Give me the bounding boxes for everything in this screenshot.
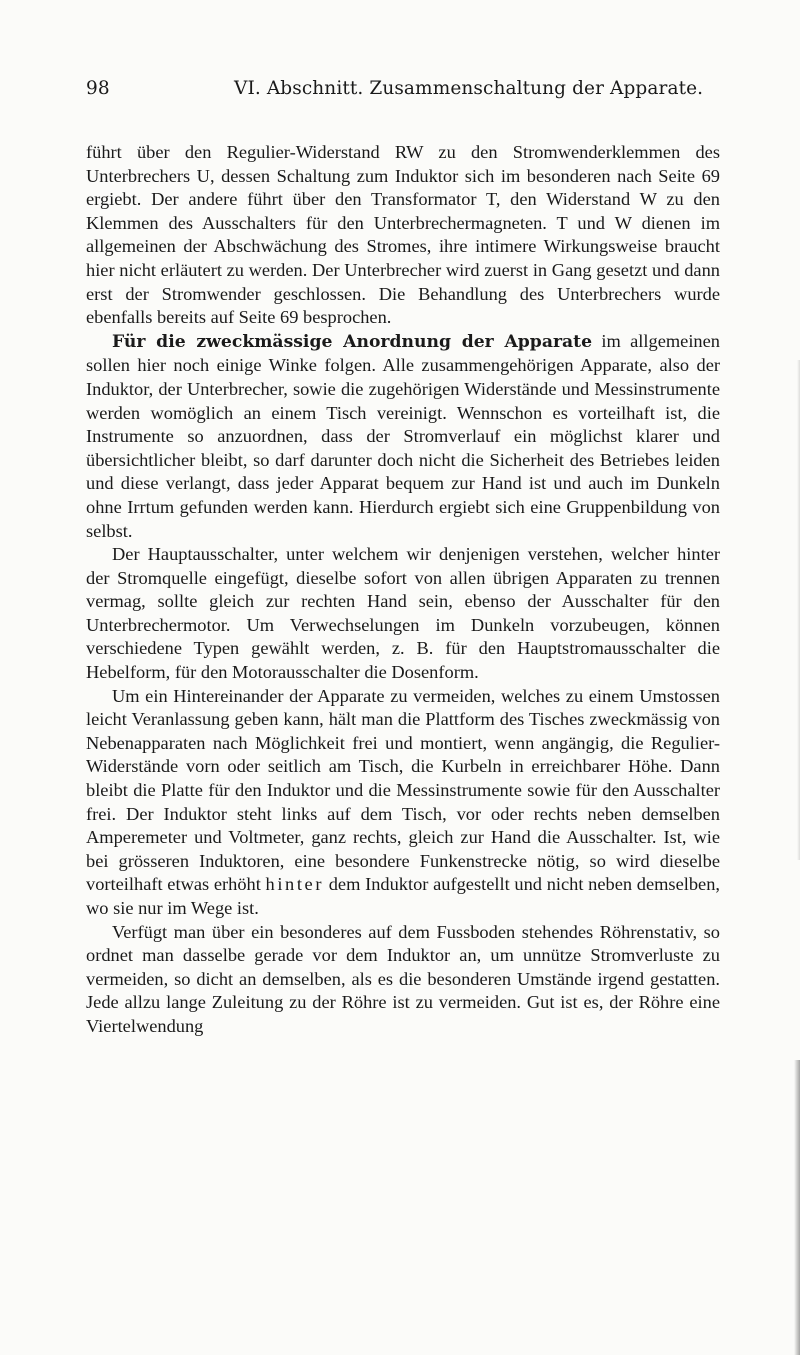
paragraph-5: Verfügt man über ein besonderes auf dem Fussboden stehendes Röhrenstativ, so ordnet man dasselbe gerade vor dem Induktor an, um unnütze Stromverluste zu vermeiden, so dicht an demselben, als es die besonderen Umstände irgend gestatten. Jede allzu lange Zuleitung zu der Röhre ist zu vermeiden. Gut ist es, der Röhre eine Viertelwendung bbox=[86, 921, 720, 1036]
body-text bbox=[86, 141, 720, 1039]
section-heading-bold: Für die zweckmässige Anordnung der Apparate bbox=[112, 331, 593, 352]
spaced-word-hinter: hinter bbox=[265, 874, 325, 895]
page-edge-shadow-lower bbox=[794, 1060, 800, 1355]
paragraph-1: führt über den Regulier-Widerstand RW zu den Stromwenderklemmen des Unterbrechers U, dessen Schaltung zum Induktor sich im besonderen nach Seite 69 ergiebt. Der andere führt über den Transformator T, den Widerstand W zu den Klemmen des Ausschalters für den Unterbrechermagneten. T und W dienen im allgemeinen der Abschwächung des Stromes, ihre intimere Wirkungsweise braucht hier nicht erläutert zu werden. Der Unterbrecher wird zuerst in Gang gesetzt und dann erst der Stromwender geschlossen. Die Behandlung des Unterbrechers wurde ebenfalls bereits auf Seite 69 besprochen. bbox=[86, 142, 720, 328]
paragraph-2-text: im allgemeinen sollen hier noch einige Winke folgen. Alle zusammengehörigen Apparate, also der Induktor, der Unterbrecher, sowie die zugehörigen Widerstände und Messinstrumente werden womöglich an einem Tisch vereinigt. Wennschon es vorteilhaft ist, die Instrumente so anzuordnen, dass der Stromverlauf ein möglichst klarer und übersichtlicher bleibt, so darf darunter doch nicht die Sicherheit des Betriebes leiden und diese verlangt, dass jeder Apparat bequem zur Hand ist und auch im Dunkeln ohne Irrtum gefunden werden kann. Hierdurch ergiebt sich eine Gruppenbildung von selbst. bbox=[86, 330, 720, 541]
paragraph-2 bbox=[86, 330, 720, 543]
running-head bbox=[86, 78, 726, 108]
paragraph-4-text-b: dem Induktor aufgestellt und nicht neben demselben, wo sie nur im Wege ist. bbox=[86, 874, 721, 918]
chapter-title: VI. Abschnitt. Zusammenschaltung der Apparate. bbox=[234, 78, 704, 99]
paragraph-3: Der Hauptausschalter, unter welchem wir denjenigen verstehen, welcher hinter der Stromquelle eingefügt, dieselbe sofort von allen übrigen Apparaten zu trennen vermag, sollte gleich zur rechten Hand sein, ebenso der Ausschalter für den Unterbrechermotor. Um Verwechselungen im Dunkeln vorzubeugen, können verschiedene Typen gewählt werden, z. B. für den Hauptstromausschalter die Hebelform, für den Motorausschalter die Dosenform. bbox=[86, 544, 720, 683]
paragraph-4 bbox=[86, 685, 720, 921]
page-number: 98 bbox=[86, 78, 110, 99]
paragraph-4-text-a: Um ein Hintereinander der Apparate zu vermeiden, welches zu einem Umstossen leicht Veranlassung geben kann, hält man die Plattform des Tisches zweckmässig von Nebenapparaten nach Möglichkeit frei und montiert, wenn angängig, die Regulier-Widerstände vorn oder seitlich am Tisch, die Kurbeln in erreichbarer Höhe. Dann bleibt die Platte für den Induktor und die Messinstrumente sowie für den Ausschalter frei. Der Induktor steht links auf dem Tisch, vor oder rechts neben demselben Amperemeter und Voltmeter, ganz rechts, gleich zur Hand die Ausschalter. Ist, wie bei grösseren Induktoren, eine besondere Funkenstrecke nötig, so wird dieselbe vorteilhaft etwas erhöht bbox=[86, 685, 720, 895]
